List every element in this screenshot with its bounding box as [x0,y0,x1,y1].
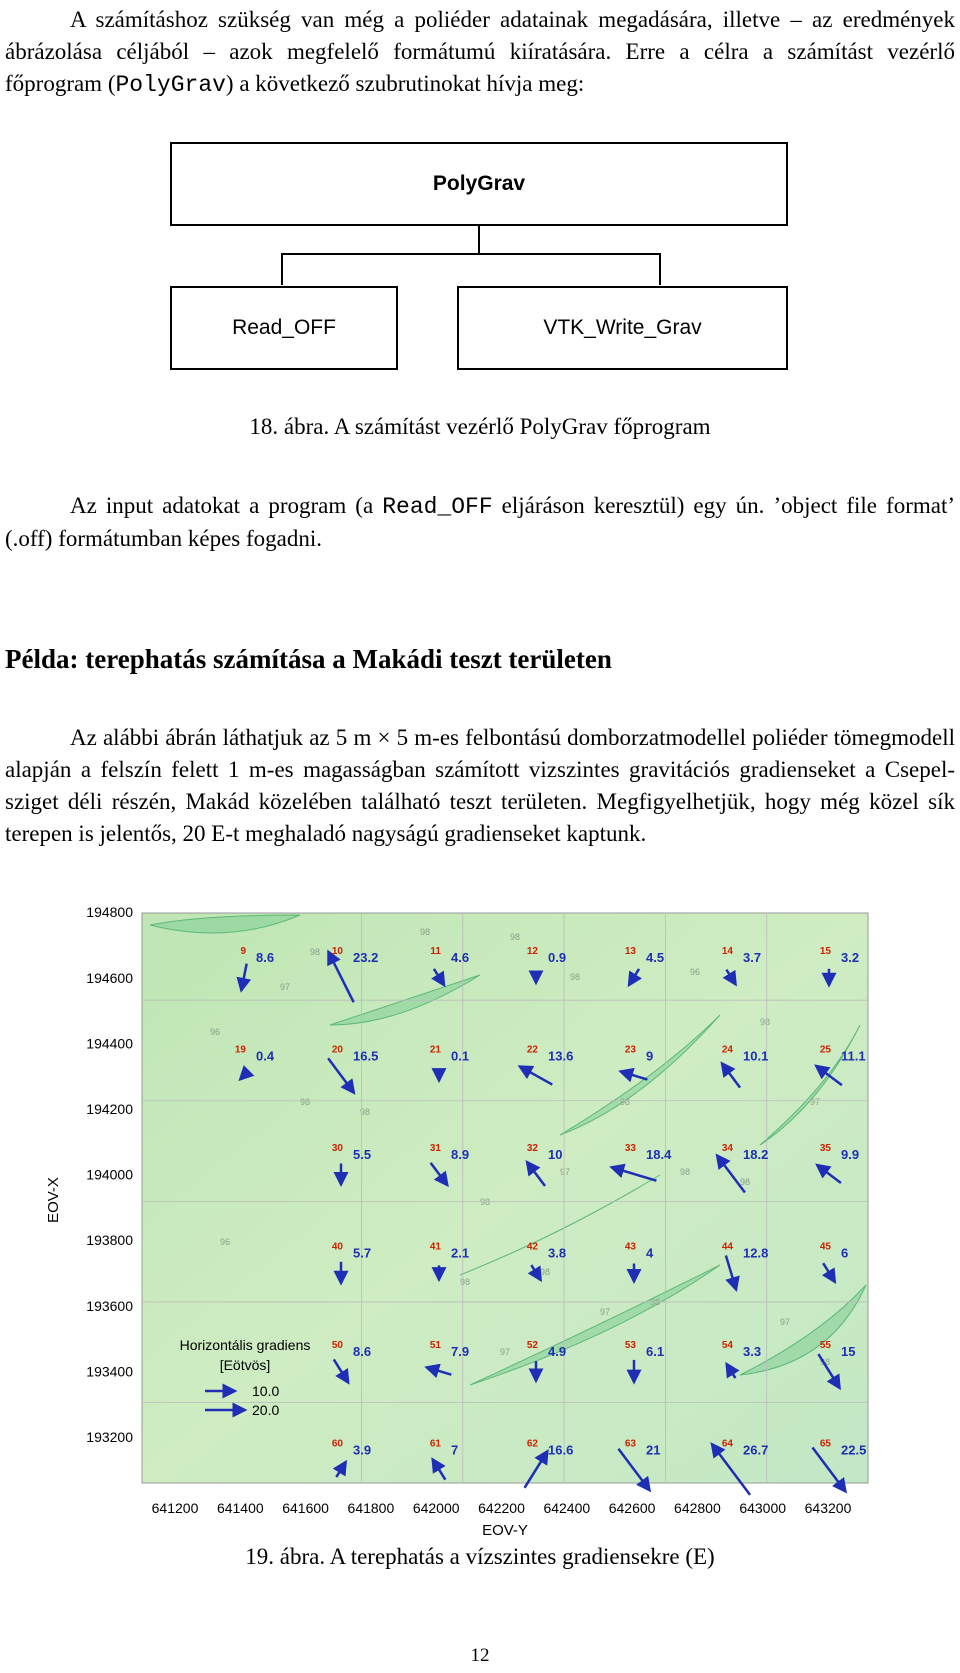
connector-right [659,253,661,285]
contour-label: 97 [280,982,291,992]
point-value-label: 10.1 [743,1048,769,1064]
point-id-label: 55 [819,1340,831,1351]
point-id-label: 9 [240,946,246,957]
contour-label: 98 [460,1277,471,1287]
contour-label: 98 [740,1177,751,1187]
point-value-label: 16.6 [548,1442,574,1458]
diagram-child-read-off: Read_OFF [170,286,398,370]
point-value-label: 23.2 [353,950,379,965]
y-tick-label: 193600 [86,1297,133,1314]
contour-label: 96 [220,1237,231,1247]
connector-left [281,253,283,285]
page-number: 12 [470,1645,490,1666]
point-value-label: 0.4 [256,1048,275,1064]
point-value-label: 15 [841,1344,856,1359]
point-id-label: 13 [624,946,636,957]
point-value-label: 26.7 [743,1442,769,1458]
contour-label: 98 [310,947,321,957]
example-paragraph: Az alábbi ábrán láthatjuk az 5 m × 5 m-es felbontású domborzatmodellel poliéder tömegmodell alapján a felszín felett 1 m-es magasságban számított vizszintes gravitációs gradienseket a Csepel-sziget déli részén, Makád közelében található teszt területen. Megfigyelhetjük, hogy még közel sík terepen is jelentős, 20 E-t meghaladó nagyságú gradienseket kaptunk. [5,725,955,846]
point-id-label: 64 [721,1438,733,1450]
input-code: Read_OFF [382,494,493,520]
y-tick-label: 194200 [86,1101,133,1117]
y-tick-label: 194000 [86,1166,133,1183]
contour-label: 98 [540,1267,551,1277]
x-tick-label: 643200 [804,1500,852,1516]
point-value-label: 5.5 [353,1147,372,1162]
y-tick-label: 193800 [86,1232,133,1249]
point-id-label: 15 [819,946,831,957]
contour-label: 97 [500,1347,511,1357]
point-id-label: 60 [331,1438,343,1450]
point-value-label: 3.9 [353,1442,372,1458]
point-value-label: 3.8 [548,1245,567,1261]
point-value-label: 0.9 [548,950,567,965]
point-id-label: 25 [819,1044,831,1056]
contour-label: 98 [620,1097,631,1107]
point-value-label: 13.6 [548,1048,574,1064]
x-tick-label: 641600 [282,1500,329,1516]
map-background [142,913,868,1483]
contour-label: 98 [570,972,581,982]
input-paragraph: Az input adatokat a program (a Read_OFF eljáráson keresztül) egy ún. ’object file format’ (.off) formátumban képes fogadni. [5,493,956,551]
x-tick-label: 642400 [543,1500,591,1516]
contour-label: 97 [560,1167,571,1177]
point-id-label: 30 [331,1143,343,1154]
point-id-label: 65 [819,1438,831,1450]
point-id-label: 50 [331,1340,343,1351]
legend-entry: 20.0 [252,1402,280,1418]
diagram-root-box [170,142,788,226]
contour-label: 98 [760,1017,771,1027]
point-value-label: 18.2 [743,1147,769,1162]
point-value-label: 9 [646,1048,654,1064]
contour-label: 98 [820,1357,831,1367]
y-tick-label: 194800 [86,905,133,921]
point-value-label: 11.1 [841,1048,866,1064]
point-id-label: 19 [234,1044,246,1056]
point-value-label: 21 [646,1442,661,1458]
contour-label: 96 [690,967,701,977]
point-value-label: 3.3 [743,1344,762,1359]
contour-label: 97 [810,1097,821,1107]
point-value-label: 6 [841,1245,849,1261]
contour-label: 97 [780,1317,791,1327]
x-tick-label: 642000 [412,1500,460,1516]
x-tick-label: 642600 [608,1500,656,1516]
point-value-label: 3.2 [841,950,860,965]
contour-label: 98 [680,1167,691,1177]
y-tick-label: 194400 [86,1035,133,1052]
point-value-label: 9.9 [841,1147,860,1162]
point-id-label: 14 [721,946,733,957]
point-value-label: 8.9 [451,1147,470,1162]
contour-label: 98 [650,1297,661,1307]
point-id-label: 43 [624,1241,636,1253]
point-id-label: 33 [624,1143,636,1154]
point-value-label: 16.5 [353,1048,379,1064]
point-value-label: 22.5 [841,1442,867,1458]
point-id-label: 12 [526,946,538,957]
point-id-label: 24 [721,1044,733,1056]
y-axis-label: EOV-X [45,1177,62,1223]
x-tick-label: 641800 [347,1500,395,1516]
point-id-label: 52 [526,1340,538,1351]
point-value-label: 0.1 [451,1048,470,1064]
contour-label: 98 [510,932,521,942]
contour-label: 98 [360,1107,371,1117]
point-value-label: 8.6 [353,1344,372,1359]
contour-label: 98 [480,1197,491,1207]
x-tick-label: 643000 [739,1500,787,1516]
point-value-label: 4.9 [548,1344,567,1359]
x-axis-label: EOV-Y [482,1522,528,1539]
point-id-label: 51 [429,1340,441,1351]
point-value-label: 10 [548,1147,563,1162]
point-id-label: 32 [526,1143,538,1154]
point-id-label: 40 [331,1241,343,1253]
point-value-label: 5.7 [353,1245,372,1261]
x-tick-label: 642800 [674,1500,721,1516]
point-value-label: 12.8 [743,1245,769,1261]
intro-code: PolyGrav [115,72,226,98]
diagram-root-label: PolyGrav [432,172,526,195]
point-id-label: 63 [624,1438,636,1450]
legend-entry: 10.0 [252,1383,280,1399]
point-id-label: 53 [624,1340,636,1351]
contour-label: 98 [420,927,431,937]
intro-paragraph: A számításhoz szükség van még a poliéder adatainak megadására, illetve – az eredmények ábrázolása céljából – azok megfelelő formátumú kiíratására. Erre a célra a számítást vezérlő főprogram (PolyGrav) a következő szubrutinokat hívja meg: [5,7,955,98]
point-id-label: 10 [331,946,343,957]
diagram-child-vtk-write: VTK_Write_Grav [457,286,788,370]
point-id-label: 31 [429,1143,441,1154]
x-tick-label: 642200 [478,1500,525,1516]
point-value-label: 4.5 [646,950,665,965]
point-id-label: 42 [526,1241,538,1253]
legend-title: Horizontális gradiens [179,1337,311,1353]
contour-label: 98 [300,1097,311,1107]
point-value-label: 3.7 [743,950,762,965]
point-id-label: 35 [819,1143,831,1154]
point-value-label: 8.6 [256,950,275,965]
y-tick-label: 194600 [86,969,133,986]
plot-area [142,913,868,1483]
y-tick-label: 193200 [86,1429,133,1445]
point-value-label: 7.9 [451,1344,470,1359]
point-value-label: 2.1 [451,1245,470,1261]
gradient-map [0,905,960,1565]
connector-trunk [478,226,480,254]
point-id-label: 23 [624,1044,636,1056]
point-id-label: 20 [331,1044,343,1056]
connector-bar [281,253,661,255]
y-tick-label: 193400 [86,1363,133,1380]
point-id-label: 44 [721,1241,733,1253]
point-id-label: 11 [430,946,441,957]
x-tick-label: 641400 [216,1500,264,1516]
legend-subtitle: [Eötvös] [219,1357,271,1373]
point-id-label: 21 [429,1044,441,1056]
point-value-label: 7 [451,1442,459,1458]
point-id-label: 62 [526,1438,538,1450]
section-heading: Példa: terephatás számítása a Makádi teszt területen [5,644,612,674]
point-id-label: 54 [721,1340,733,1351]
point-id-label: 34 [721,1143,733,1154]
contour-label: 97 [600,1307,611,1317]
figure-19-caption: 19. ábra. A terephatás a vízszintes gradiensekre (E) [245,1544,715,1569]
point-id-label: 41 [429,1241,441,1253]
point-id-label: 22 [526,1044,538,1056]
point-id-label: 61 [429,1438,441,1450]
point-value-label: 4.6 [451,950,470,965]
contour-label: 96 [210,1027,221,1037]
point-value-label: 18.4 [646,1147,672,1162]
x-tick-label: 641200 [151,1500,199,1516]
point-value-label: 6.1 [646,1344,665,1359]
point-value-label: 4 [646,1245,654,1261]
point-id-label: 45 [819,1241,831,1253]
figure-18-caption: 18. ábra. A számítást vezérlő PolyGrav főprogram [249,414,711,439]
